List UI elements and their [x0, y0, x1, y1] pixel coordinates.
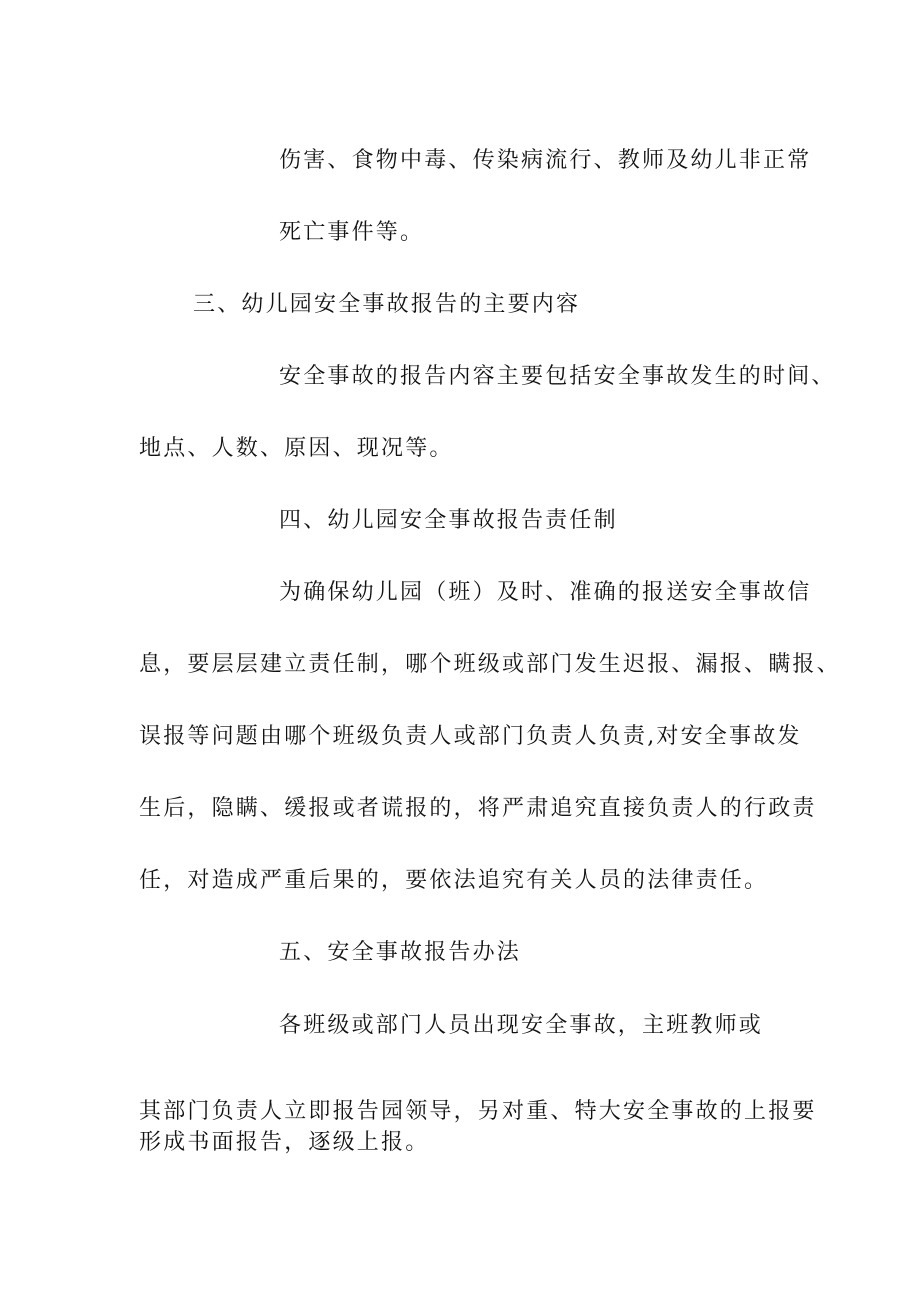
paragraph-line: 息，要层层建立责任制，哪个班级或部门发生迟报、漏报、瞒报、: [139, 652, 841, 677]
paragraph-line: 任，对造成严重后果的，要依法追究有关人员的法律责任。: [139, 868, 769, 893]
paragraph-line: 其部门负责人立即报告园领导，另对重、特大安全事故的上报要: [139, 1099, 817, 1124]
paragraph-line: 为确保幼儿园（班）及时、准确的报送安全事故信: [279, 580, 812, 605]
paragraph-line: 误报等问题由哪个班级负责人或部门负责人负责,对安全事故发: [139, 724, 802, 749]
paragraph-line: 各班级或部门人员出现安全事故，主班教师或: [279, 1013, 764, 1038]
paragraph-line: 安全事故的报告内容主要包括安全事故发生的时间、: [279, 364, 836, 389]
paragraph-line: 伤害、食物中毒、传染病流行、教师及幼儿非正常: [279, 148, 812, 173]
section-heading: 四、幼儿园安全事故报告责任制: [279, 508, 618, 533]
section-heading: 五、安全事故报告办法: [279, 940, 522, 965]
paragraph-line: 生后，隐瞒、缓报或者谎报的，将严肃追究直接负责人的行政责: [139, 796, 817, 821]
paragraph-line: 形成书面报告，逐级上报。: [139, 1130, 430, 1155]
paragraph-line: 死亡事件等。: [279, 220, 425, 245]
paragraph-line: 地点、人数、原因、现况等。: [139, 436, 454, 461]
section-heading: 三、幼儿园安全事故报告的主要内容: [193, 292, 581, 317]
